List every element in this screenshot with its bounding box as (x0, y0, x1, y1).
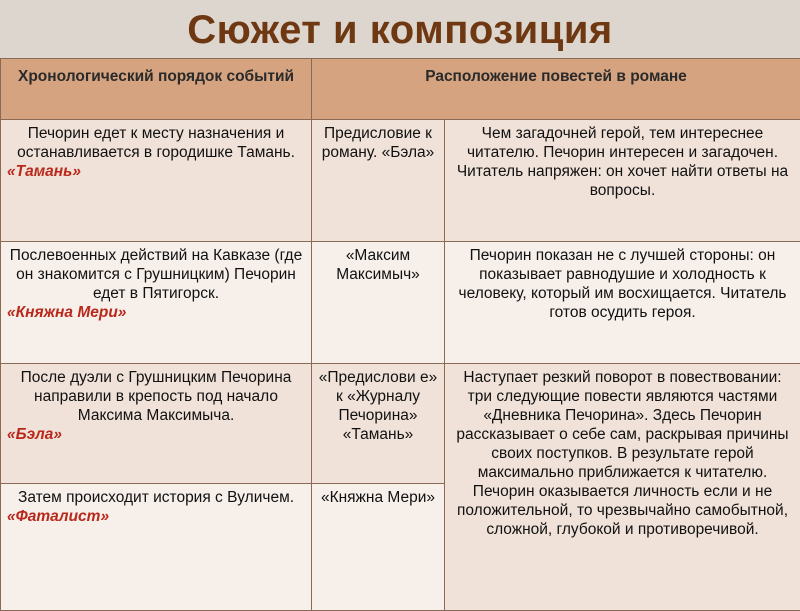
event-text: Затем происходит история с Вуличем. (18, 489, 294, 506)
event-cell (1, 242, 312, 364)
page-title: Сюжет и композиция (0, 8, 800, 53)
event-text: Печорин едет к месту назначения и останавливается в городишке Тамань. (17, 125, 295, 161)
story-title: «Княжна Мери» (7, 303, 305, 322)
comment-cell: Печорин показан не с лучшей стороны: он показывает равнодушие и холодность к человеку, который им восхищается. Читатель готов осудить героя. (445, 242, 800, 364)
story-title: «Тамань» (7, 162, 305, 181)
header-chronology: Хронологический порядок событий (1, 59, 312, 120)
position-cell: «Предислови е» к «Журналу Печорина» «Тамань» (312, 364, 445, 484)
position-cell: «Максим Максимыч» (312, 242, 445, 364)
header-row (1, 59, 800, 120)
comment-cell: Наступает резкий поворот в повествовании: три следующие повести являются частями «Дневника Печорина». Здесь Печорин рассказывает о себе сам, раскрывая причины своих поступков. В результате герой максимально приближается к читателю. Печорин оказывается личность если и не положительной, то чрезвычайно самобытной, сложной, глубокой и противоречивой. (445, 364, 800, 611)
event-text: Послевоенных действий на Кавказе (где он знакомится с Грушницким) Печорин едет в Пятигорск. (10, 247, 302, 302)
event-text: После дуэли с Грушницким Печорина направили в крепость под начало Максима Максимыча. (21, 369, 292, 424)
plot-table (0, 58, 800, 611)
position-cell: Предисловие к роману. «Бэла» (312, 120, 445, 242)
position-cell: «Княжна Мери» (312, 484, 445, 611)
event-cell (1, 484, 312, 611)
event-cell (1, 120, 312, 242)
header-arrangement: Расположение повестей в романе (312, 59, 800, 120)
table-row (1, 242, 800, 364)
comment-cell: Чем загадочней герой, тем интереснее читателю. Печорин интересен и загадочен. Читатель напряжен: он хочет найти ответы на вопросы. (445, 120, 800, 242)
table-row (1, 120, 800, 242)
story-title: «Фаталист» (7, 507, 305, 526)
table-row (1, 364, 800, 484)
event-cell (1, 364, 312, 484)
story-title: «Бэла» (7, 425, 305, 444)
